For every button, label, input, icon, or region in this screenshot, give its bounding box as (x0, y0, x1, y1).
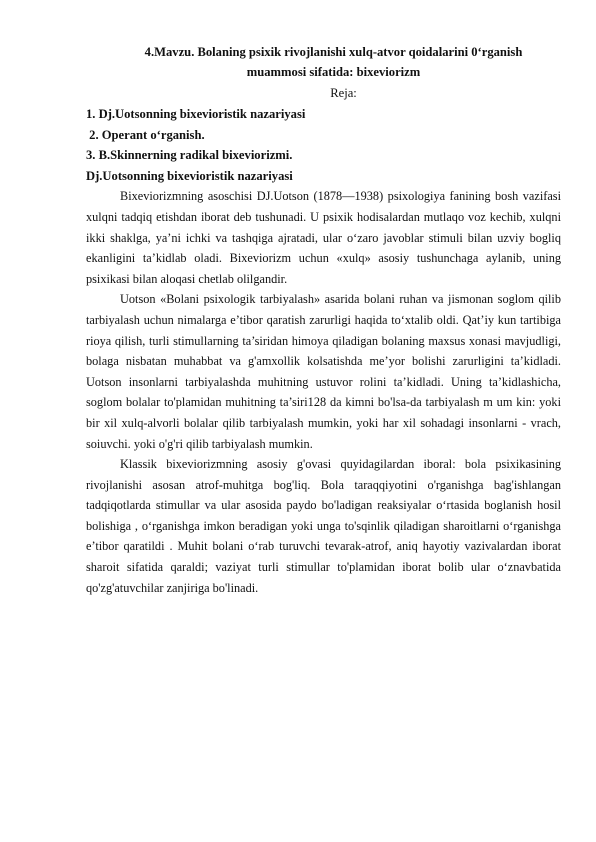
body-paragraph-1: Bixeviorizmning asoschisi DJ.Uotson (1878—1938) psixologiya fanining bosh vazifasi xulqni tadqiq etishdan iborat deb tushunadi. U psixik hodisalardan mutlaqo voz kechib, xulqni ikki shaklga, ya’ni ichki va tashqiga ajratadi, ular o‘zaro javoblar stimuli bilan uzviy bogliq ekanligini ta’kidlab oladi. Bixeviorizm uchun «xulq» asosiy tushunchaga aylanib, uning psixikasi bilan aloqasi chetlab olilgandir. (86, 189, 561, 286)
plan-item-2: 2. Operant o‘rganish. (86, 127, 205, 142)
plan-item-1: 1. Dj.Uotsonning bixevioristik nazariyasi (86, 107, 306, 121)
plan-heading: Reja: (330, 86, 357, 100)
body-paragraph-2: Uotson «Bolani psixologik tarbiyalash» asarida bolani ruhan va jismonan soglom qilib tarbiyalash uchun nimalarga e’tibor qaratish zarurligi haqida to‘xtalib oldi. Qat’iy kun tartibiga rioya qilish, turli stimullarning ta’siridan himoya qiladigan bolaning maxsus xonasi mavjudligi, bolaga nisbatan muhabbat va g'amxollik kolsatishda me’yor bolishi zarurligini ta’kidladi. Uotson insonlarni tarbiyalashda muhitning ustuvor rolini ta’kidladi. Uning ta’kidlashicha, soglom bolalar to'plamidan muhitning ta’siri128 da kimni bo'lsa-da tarbiyalash m um kin: yoki bir xil xulq-alvorli bolalar qilib tarbiyalash mumkin, yoki har xil sohadagi insonlarni - vrach, soiuvchi. yoki o'g'ri qilib tarbiyalash mumkin. (86, 292, 561, 451)
document-title-line-2: muammosi sifatida: bixeviorizm (246, 65, 421, 79)
plan-item-3: 3. B.Skinnerning radikal bixeviorizmi. (86, 148, 293, 163)
body-paragraph-3: Klassik bixeviorizmning asosiy g'ovasi quyidagilardan iboral: bola psixikasining rivojlanishi asosan atrof-muhitga bog'liq. Bola taraqqiyotini o'rganishga bag'ishlangan tadqiqotlarda stimullar va ular asosida paydo bo'ladigan reaksiyalar o‘rtasida boglanish hosil bolishiga , o‘rganishga imkon beradigan yoki unga to'sqinlik qiladigan sharoitlarni o‘rganishga e’tibor qaratildi . Muhit bolani o‘rab turuvchi tevarak-atrof, aniq hayotiy vazivalardan iborat sharoit sifatida qaraldi; vaziyat turli stimullar to'plamidan iborat bolib ular o‘znavbatida qo'zg'atuvchilar zanjiriga bo'linadi. (86, 457, 561, 595)
document-title-line-1: 4.Mavzu. Bolaning psixik rivojlanishi xulq-atvor qoidalarini 0‘rganish (144, 45, 523, 59)
section-heading: Dj.Uotsonning bixevioristik nazariyasi (86, 168, 293, 183)
